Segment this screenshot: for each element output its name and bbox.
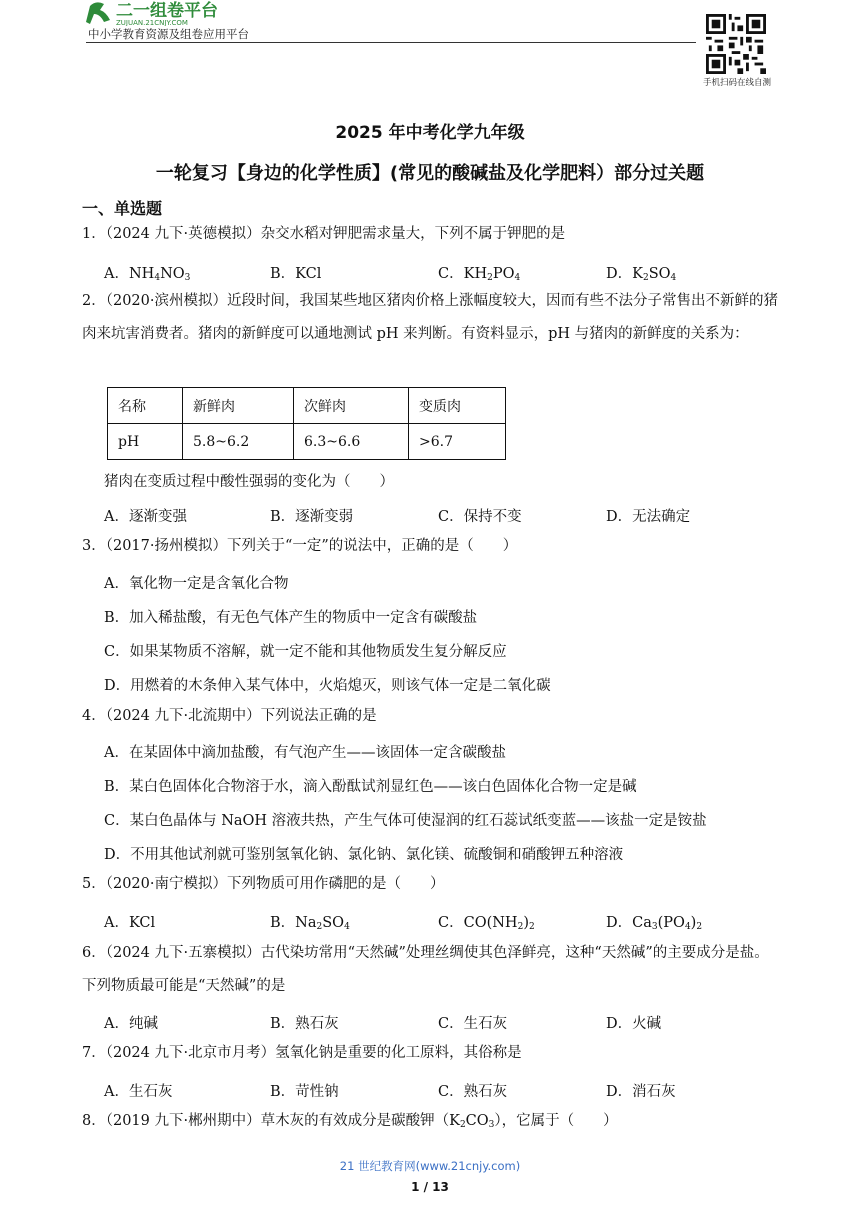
q3-option-c[interactable]: C．如果某物质不溶解，就一定不能和其他物质发生复分解反应 [104,644,507,660]
question-5-stem: 5．（2020·南宁模拟）下列物质可用作磷肥的是（ ） [82,876,445,892]
q4-option-b[interactable]: B．某白色固体化合物溶于水，滴入酚酞试剂显红色——该白色固体化合物一定是碱 [104,779,637,795]
q4-option-d[interactable]: D．不用其他试剂就可鉴别氢氧化钠、氯化钠、氯化镁、硫酸铜和硝酸钾五种溶液 [104,847,624,863]
question-8-stem: 8．（2019 九下·郴州期中）草木灰的有效成分是碳酸钾$(K_2CO_3)$，它属于（ ） [82,1113,618,1130]
q3-option-d[interactable]: D．用燃着的木条伸入某气体中，火焰熄灭，则该气体一定是二氧化碳 [104,678,551,694]
table-cell: pH [108,424,183,460]
table-row [108,424,506,460]
q6-option-a[interactable]: A．纯碱 [104,1016,158,1032]
q1-option-d[interactable]: D．$K_2SO_4$ [606,266,677,283]
q5-option-d[interactable]: D．$Ca_3(PO_4)_2$ [606,915,703,932]
q5-option-c[interactable]: C．$CO(NH_2)_2$ [438,915,535,932]
table-cell: 变质肉 [409,388,506,424]
q5-option-a[interactable]: A．KCl [104,915,156,931]
page-subtitle: 一轮复习【身边的化学性质】(常见的酸碱盐及化学肥料）部分过关题 [155,163,705,184]
q1-option-c[interactable]: C．$KH_2PO_4$ [438,266,521,283]
header-divider [86,42,696,43]
question-2-stem: 2．（2020·滨州模拟）近段时间，我国某些地区猪肉价格上涨幅度较大，因而有些不法分子常售出不新鲜的猪肉来坑害消费者。猪肉的新鲜度可以通地测试 pH 来判断。有资料显示，pH 与猪肉的新鲜度的关系为： [82,293,778,342]
table-cell: 新鲜肉 [183,388,294,424]
table-cell: 5.8~6.2 [183,424,294,460]
qr-caption: 手机扫码在线自测 [702,78,771,88]
table-cell: 次鲜肉 [294,388,409,424]
q4-option-c[interactable]: C．某白色晶体与 NaOH 溶液共热，产生气体可使湿润的红石蕊试纸变蓝——该盐一定是铵盐 [104,813,707,829]
ph-freshness-table [107,387,506,460]
table-cell: >6.7 [409,424,506,460]
q7-option-a[interactable]: A．生石灰 [104,1084,173,1100]
logo-text: 二一组卷平台 [116,1,218,21]
q1-option-a[interactable]: A．$NH_4NO_3$ [104,266,191,283]
q3-option-b[interactable]: B．加入稀盐酸，有无色气体产生的物质中一定含有碳酸盐 [104,610,478,626]
q6-option-c[interactable]: C．生石灰 [438,1016,508,1032]
question-1-stem: 1．（2024 九下·英德模拟）杂交水稻对钾肥需求量大，下列不属于钾肥的是 [82,226,566,242]
site-logo [86,0,271,26]
table-cell: 6.3~6.6 [294,424,409,460]
qr-code-icon[interactable] [706,14,766,74]
q6-option-d[interactable]: D．火碱 [606,1016,662,1032]
q4-option-a[interactable]: A．在某固体中滴加盐酸，有气泡产生——该固体一定含碳酸盐 [104,745,506,761]
question-2-prompt: 猪肉在变质过程中酸性强弱的变化为（ ） [104,474,394,490]
question-6-stem: 6．（2024 九下·五寨模拟）古代染坊常用“天然碱”处理丝绸使其色泽鲜亮，这种“天然碱”的主要成分是盐。下列物质最可能是“天然碱”的是 [82,945,769,994]
header-subtitle: 中小学教育资源及组卷应用平台 [88,27,249,41]
q7-option-b[interactable]: B．苛性钠 [270,1084,339,1100]
q3-option-a[interactable]: A．氧化物一定是含氧化合物 [104,576,289,592]
q6-option-b[interactable]: B．熟石灰 [270,1016,339,1032]
footer-link[interactable]: 21 世纪教育网(www.21cnjy.com) [339,1159,521,1173]
q2-option-b[interactable]: B．逐渐变弱 [270,509,354,525]
table-header-row [108,388,506,424]
q2-option-d[interactable]: D．无法确定 [606,509,691,525]
q2-option-a[interactable]: A．逐渐变强 [104,509,187,525]
question-4-stem: 4．（2024 九下·北流期中）下列说法正确的是 [82,708,377,724]
q2-option-c[interactable]: C．保持不变 [438,509,522,525]
question-3-stem: 3．（2017·扬州模拟）下列关于“一定”的说法中，正确的是（ ） [82,538,518,554]
q5-option-b[interactable]: B．$Na_2SO_4$ [270,915,350,932]
logo-url: ZUJUAN.21CNJY.COM [116,19,188,26]
page-title: 2025 年中考化学九年级 [335,123,525,143]
q1-option-b[interactable]: B．KCl [270,266,322,282]
q7-option-d[interactable]: D．消石灰 [606,1084,676,1100]
table-cell: 名称 [108,388,183,424]
q7-option-c[interactable]: C．熟石灰 [438,1084,508,1100]
section-heading: 一、单选题 [82,199,163,218]
question-7-stem: 7．（2024 九下·北京市月考）氢氧化钠是重要的化工原料，其俗称是 [82,1045,522,1061]
page-number: 1 / 13 [411,1180,449,1194]
